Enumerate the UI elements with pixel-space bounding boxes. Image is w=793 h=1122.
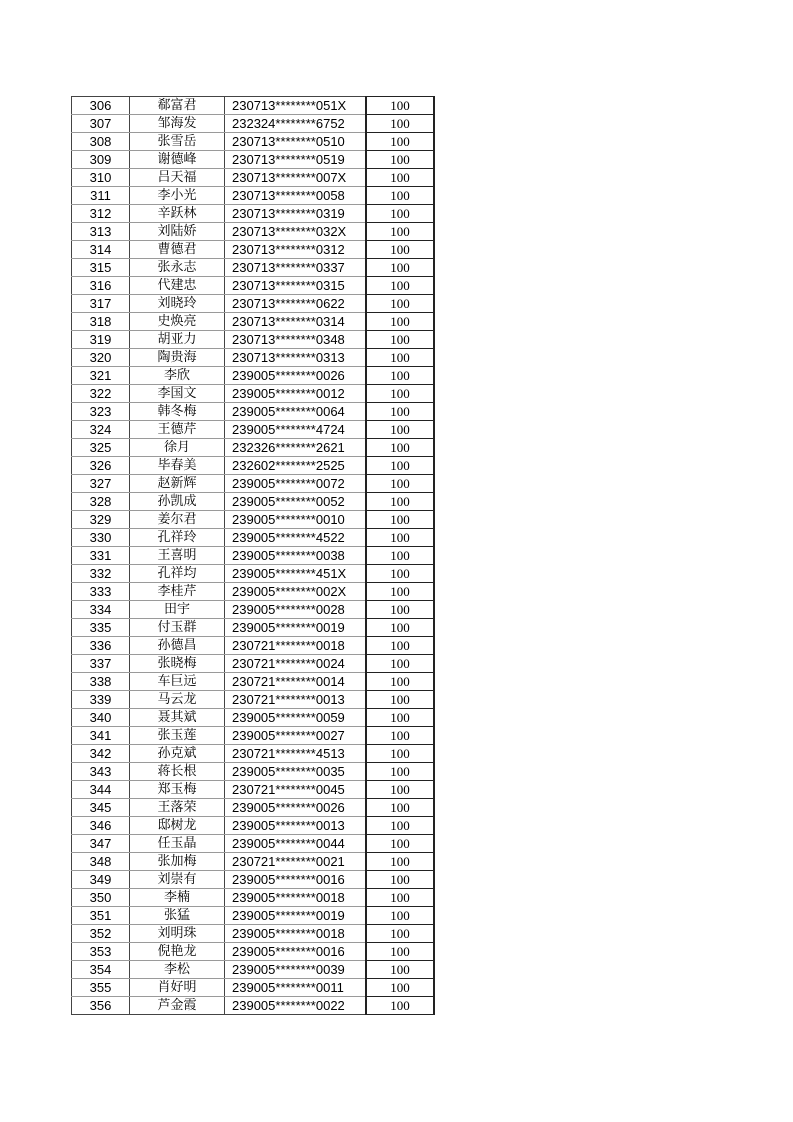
person-name-cell: 韩冬梅 — [130, 403, 225, 421]
person-name-cell: 刘晓玲 — [130, 295, 225, 313]
row-number-cell: 350 — [72, 889, 130, 907]
person-name-cell: 邸树龙 — [130, 817, 225, 835]
score-cell: 100 — [366, 583, 434, 601]
id-number-cell: 239005********0028 — [225, 601, 367, 619]
row-number-cell: 311 — [72, 187, 130, 205]
table-row — [72, 439, 435, 457]
score-cell: 100 — [366, 115, 434, 133]
score-cell: 100 — [366, 781, 434, 799]
id-number-cell: 239005********0013 — [225, 817, 367, 835]
id-number-cell: 230713********007X — [225, 169, 367, 187]
person-name-cell: 刘陆娇 — [130, 223, 225, 241]
id-number-cell: 239005********002X — [225, 583, 367, 601]
row-number-cell: 336 — [72, 637, 130, 655]
score-cell: 100 — [366, 313, 434, 331]
table-row — [72, 763, 435, 781]
person-name-cell: 刘崇有 — [130, 871, 225, 889]
person-name-cell: 郑玉梅 — [130, 781, 225, 799]
id-number-cell: 239005********0044 — [225, 835, 367, 853]
row-number-cell: 345 — [72, 799, 130, 817]
table-row — [72, 259, 435, 277]
score-cell: 100 — [366, 799, 434, 817]
table-row — [72, 331, 435, 349]
score-cell: 100 — [366, 691, 434, 709]
score-cell: 100 — [366, 745, 434, 763]
score-cell: 100 — [366, 979, 434, 997]
id-number-cell: 230721********0014 — [225, 673, 367, 691]
id-number-cell: 230713********0519 — [225, 151, 367, 169]
row-number-cell: 351 — [72, 907, 130, 925]
table-row — [72, 979, 435, 997]
person-name-cell: 李松 — [130, 961, 225, 979]
score-cell: 100 — [366, 853, 434, 871]
id-number-cell: 232324********6752 — [225, 115, 367, 133]
id-number-cell: 239005********0026 — [225, 367, 367, 385]
person-name-cell: 姜尔君 — [130, 511, 225, 529]
score-cell: 100 — [366, 961, 434, 979]
table-row — [72, 457, 435, 475]
score-cell: 100 — [366, 493, 434, 511]
table-row — [72, 511, 435, 529]
id-number-cell: 239005********0012 — [225, 385, 367, 403]
person-name-cell: 谢德峰 — [130, 151, 225, 169]
person-name-cell: 李桂芹 — [130, 583, 225, 601]
score-cell: 100 — [366, 673, 434, 691]
table-row — [72, 385, 435, 403]
row-number-cell: 330 — [72, 529, 130, 547]
row-number-cell: 312 — [72, 205, 130, 223]
id-number-cell: 230721********0018 — [225, 637, 367, 655]
id-number-cell: 230713********0315 — [225, 277, 367, 295]
person-name-cell: 王喜明 — [130, 547, 225, 565]
score-cell: 100 — [366, 421, 434, 439]
row-number-cell: 352 — [72, 925, 130, 943]
row-number-cell: 308 — [72, 133, 130, 151]
table-row — [72, 709, 435, 727]
score-cell: 100 — [366, 925, 434, 943]
score-cell: 100 — [366, 403, 434, 421]
person-name-cell: 曹德君 — [130, 241, 225, 259]
score-cell: 100 — [366, 997, 434, 1015]
score-cell: 100 — [366, 511, 434, 529]
person-name-cell: 车巨远 — [130, 673, 225, 691]
row-number-cell: 348 — [72, 853, 130, 871]
score-cell: 100 — [366, 97, 434, 115]
id-number-cell: 230713********0337 — [225, 259, 367, 277]
person-name-cell: 毕春美 — [130, 457, 225, 475]
score-cell: 100 — [366, 439, 434, 457]
table-row — [72, 475, 435, 493]
row-number-cell: 354 — [72, 961, 130, 979]
table-row — [72, 997, 435, 1015]
id-number-cell: 239005********4522 — [225, 529, 367, 547]
score-cell: 100 — [366, 835, 434, 853]
table-row — [72, 133, 435, 151]
score-cell: 100 — [366, 475, 434, 493]
table-row — [72, 961, 435, 979]
person-name-cell: 肖好明 — [130, 979, 225, 997]
table-row — [72, 223, 435, 241]
row-number-cell: 326 — [72, 457, 130, 475]
row-number-cell: 347 — [72, 835, 130, 853]
id-number-cell: 230721********0024 — [225, 655, 367, 673]
table-row — [72, 367, 435, 385]
id-number-cell: 239005********0059 — [225, 709, 367, 727]
person-name-cell: 张雪岳 — [130, 133, 225, 151]
row-number-cell: 349 — [72, 871, 130, 889]
score-cell: 100 — [366, 619, 434, 637]
table-row — [72, 925, 435, 943]
person-name-cell: 张晓梅 — [130, 655, 225, 673]
score-cell: 100 — [366, 943, 434, 961]
table-row — [72, 853, 435, 871]
id-number-cell: 239005********0052 — [225, 493, 367, 511]
row-number-cell: 344 — [72, 781, 130, 799]
row-number-cell: 314 — [72, 241, 130, 259]
id-number-cell: 232602********2525 — [225, 457, 367, 475]
row-number-cell: 337 — [72, 655, 130, 673]
person-name-cell: 聂其斌 — [130, 709, 225, 727]
person-name-cell: 邹海发 — [130, 115, 225, 133]
row-number-cell: 313 — [72, 223, 130, 241]
person-name-cell: 王落荣 — [130, 799, 225, 817]
person-name-cell: 李欣 — [130, 367, 225, 385]
table-row — [72, 403, 435, 421]
score-cell: 100 — [366, 637, 434, 655]
person-name-cell: 孙德昌 — [130, 637, 225, 655]
row-number-cell: 307 — [72, 115, 130, 133]
id-number-cell: 230713********0058 — [225, 187, 367, 205]
id-number-cell: 239005********0039 — [225, 961, 367, 979]
id-number-cell: 230713********0314 — [225, 313, 367, 331]
id-number-cell: 230713********0348 — [225, 331, 367, 349]
table-row — [72, 421, 435, 439]
person-name-cell: 田宇 — [130, 601, 225, 619]
row-number-cell: 322 — [72, 385, 130, 403]
table-row — [72, 97, 435, 115]
table-row — [72, 493, 435, 511]
person-name-cell: 付玉群 — [130, 619, 225, 637]
id-number-cell: 230721********4513 — [225, 745, 367, 763]
score-cell: 100 — [366, 223, 434, 241]
row-number-cell: 319 — [72, 331, 130, 349]
id-number-cell: 239005********0019 — [225, 619, 367, 637]
row-number-cell: 332 — [72, 565, 130, 583]
score-cell: 100 — [366, 907, 434, 925]
score-cell: 100 — [366, 259, 434, 277]
score-cell: 100 — [366, 151, 434, 169]
score-cell: 100 — [366, 277, 434, 295]
id-number-cell: 239005********0010 — [225, 511, 367, 529]
id-number-cell: 239005********0018 — [225, 925, 367, 943]
table-row — [72, 547, 435, 565]
score-cell: 100 — [366, 529, 434, 547]
table-row — [72, 727, 435, 745]
table-row — [72, 835, 435, 853]
id-number-cell: 230713********0313 — [225, 349, 367, 367]
row-number-cell: 335 — [72, 619, 130, 637]
table-row — [72, 655, 435, 673]
person-name-cell: 胡亚力 — [130, 331, 225, 349]
person-name-cell: 孙克斌 — [130, 745, 225, 763]
row-number-cell: 317 — [72, 295, 130, 313]
score-cell: 100 — [366, 547, 434, 565]
row-number-cell: 320 — [72, 349, 130, 367]
score-cell: 100 — [366, 241, 434, 259]
score-cell: 100 — [366, 133, 434, 151]
table-row — [72, 745, 435, 763]
score-cell: 100 — [366, 709, 434, 727]
person-name-cell: 郗富君 — [130, 97, 225, 115]
table-row — [72, 529, 435, 547]
person-name-cell: 代建忠 — [130, 277, 225, 295]
row-number-cell: 327 — [72, 475, 130, 493]
row-number-cell: 325 — [72, 439, 130, 457]
row-number-cell: 309 — [72, 151, 130, 169]
table-row — [72, 187, 435, 205]
row-number-cell: 316 — [72, 277, 130, 295]
table-row — [72, 781, 435, 799]
id-number-cell: 239005********0022 — [225, 997, 367, 1015]
id-number-cell: 239005********451X — [225, 565, 367, 583]
person-name-cell: 张加梅 — [130, 853, 225, 871]
score-cell: 100 — [366, 349, 434, 367]
table-row — [72, 313, 435, 331]
score-cell: 100 — [366, 601, 434, 619]
row-number-cell: 321 — [72, 367, 130, 385]
id-number-cell: 230721********0021 — [225, 853, 367, 871]
person-name-cell: 李楠 — [130, 889, 225, 907]
row-number-cell: 315 — [72, 259, 130, 277]
row-number-cell: 342 — [72, 745, 130, 763]
id-number-cell: 230713********0312 — [225, 241, 367, 259]
row-number-cell: 338 — [72, 673, 130, 691]
row-number-cell: 356 — [72, 997, 130, 1015]
person-name-cell: 张玉莲 — [130, 727, 225, 745]
roster-table-body — [72, 97, 435, 1015]
id-number-cell: 230713********0319 — [225, 205, 367, 223]
id-number-cell: 230721********0045 — [225, 781, 367, 799]
person-name-cell: 李小光 — [130, 187, 225, 205]
table-row — [72, 889, 435, 907]
score-cell: 100 — [366, 763, 434, 781]
table-row — [72, 637, 435, 655]
row-number-cell: 339 — [72, 691, 130, 709]
table-row — [72, 691, 435, 709]
id-number-cell: 239005********0016 — [225, 943, 367, 961]
score-cell: 100 — [366, 205, 434, 223]
row-number-cell: 333 — [72, 583, 130, 601]
row-number-cell: 353 — [72, 943, 130, 961]
row-number-cell: 346 — [72, 817, 130, 835]
person-name-cell: 刘明珠 — [130, 925, 225, 943]
roster-table — [71, 96, 435, 1015]
table-row — [72, 799, 435, 817]
table-row — [72, 241, 435, 259]
score-cell: 100 — [366, 655, 434, 673]
table-row — [72, 349, 435, 367]
table-row — [72, 817, 435, 835]
table-row — [72, 277, 435, 295]
person-name-cell: 陶贵海 — [130, 349, 225, 367]
table-row — [72, 943, 435, 961]
row-number-cell: 331 — [72, 547, 130, 565]
row-number-cell: 355 — [72, 979, 130, 997]
person-name-cell: 任玉晶 — [130, 835, 225, 853]
person-name-cell: 赵新辉 — [130, 475, 225, 493]
person-name-cell: 辛跃林 — [130, 205, 225, 223]
row-number-cell: 324 — [72, 421, 130, 439]
row-number-cell: 306 — [72, 97, 130, 115]
person-name-cell: 王德芹 — [130, 421, 225, 439]
person-name-cell: 马云龙 — [130, 691, 225, 709]
score-cell: 100 — [366, 889, 434, 907]
person-name-cell: 李国文 — [130, 385, 225, 403]
id-number-cell: 230713********032X — [225, 223, 367, 241]
row-number-cell: 334 — [72, 601, 130, 619]
id-number-cell: 239005********0064 — [225, 403, 367, 421]
id-number-cell: 239005********0026 — [225, 799, 367, 817]
person-name-cell: 孔祥均 — [130, 565, 225, 583]
score-cell: 100 — [366, 169, 434, 187]
person-name-cell: 孔祥玲 — [130, 529, 225, 547]
person-name-cell: 徐月 — [130, 439, 225, 457]
row-number-cell: 318 — [72, 313, 130, 331]
score-cell: 100 — [366, 871, 434, 889]
table-row — [72, 151, 435, 169]
person-name-cell: 张永志 — [130, 259, 225, 277]
table-row — [72, 601, 435, 619]
table-row — [72, 583, 435, 601]
table-row — [72, 619, 435, 637]
table-row — [72, 169, 435, 187]
id-number-cell: 239005********4724 — [225, 421, 367, 439]
table-row — [72, 205, 435, 223]
id-number-cell: 230721********0013 — [225, 691, 367, 709]
table-row — [72, 115, 435, 133]
person-name-cell: 芦金霞 — [130, 997, 225, 1015]
score-cell: 100 — [366, 385, 434, 403]
score-cell: 100 — [366, 367, 434, 385]
person-name-cell: 张猛 — [130, 907, 225, 925]
person-name-cell: 史焕亮 — [130, 313, 225, 331]
score-cell: 100 — [366, 295, 434, 313]
id-number-cell: 239005********0019 — [225, 907, 367, 925]
score-cell: 100 — [366, 331, 434, 349]
score-cell: 100 — [366, 187, 434, 205]
row-number-cell: 341 — [72, 727, 130, 745]
id-number-cell: 239005********0018 — [225, 889, 367, 907]
row-number-cell: 328 — [72, 493, 130, 511]
score-cell: 100 — [366, 457, 434, 475]
id-number-cell: 230713********0510 — [225, 133, 367, 151]
person-name-cell: 倪艳龙 — [130, 943, 225, 961]
table-row — [72, 565, 435, 583]
table-row — [72, 295, 435, 313]
person-name-cell: 蒋长根 — [130, 763, 225, 781]
id-number-cell: 239005********0035 — [225, 763, 367, 781]
table-row — [72, 871, 435, 889]
id-number-cell: 239005********0072 — [225, 475, 367, 493]
id-number-cell: 239005********0027 — [225, 727, 367, 745]
id-number-cell: 232326********2621 — [225, 439, 367, 457]
row-number-cell: 323 — [72, 403, 130, 421]
table-row — [72, 907, 435, 925]
table-row — [72, 673, 435, 691]
person-name-cell: 吕天福 — [130, 169, 225, 187]
score-cell: 100 — [366, 565, 434, 583]
person-name-cell: 孙凯成 — [130, 493, 225, 511]
row-number-cell: 310 — [72, 169, 130, 187]
id-number-cell: 239005********0038 — [225, 547, 367, 565]
row-number-cell: 329 — [72, 511, 130, 529]
id-number-cell: 239005********0011 — [225, 979, 367, 997]
id-number-cell: 230713********0622 — [225, 295, 367, 313]
id-number-cell: 239005********0016 — [225, 871, 367, 889]
id-number-cell: 230713********051X — [225, 97, 367, 115]
score-cell: 100 — [366, 727, 434, 745]
row-number-cell: 340 — [72, 709, 130, 727]
score-cell: 100 — [366, 817, 434, 835]
row-number-cell: 343 — [72, 763, 130, 781]
